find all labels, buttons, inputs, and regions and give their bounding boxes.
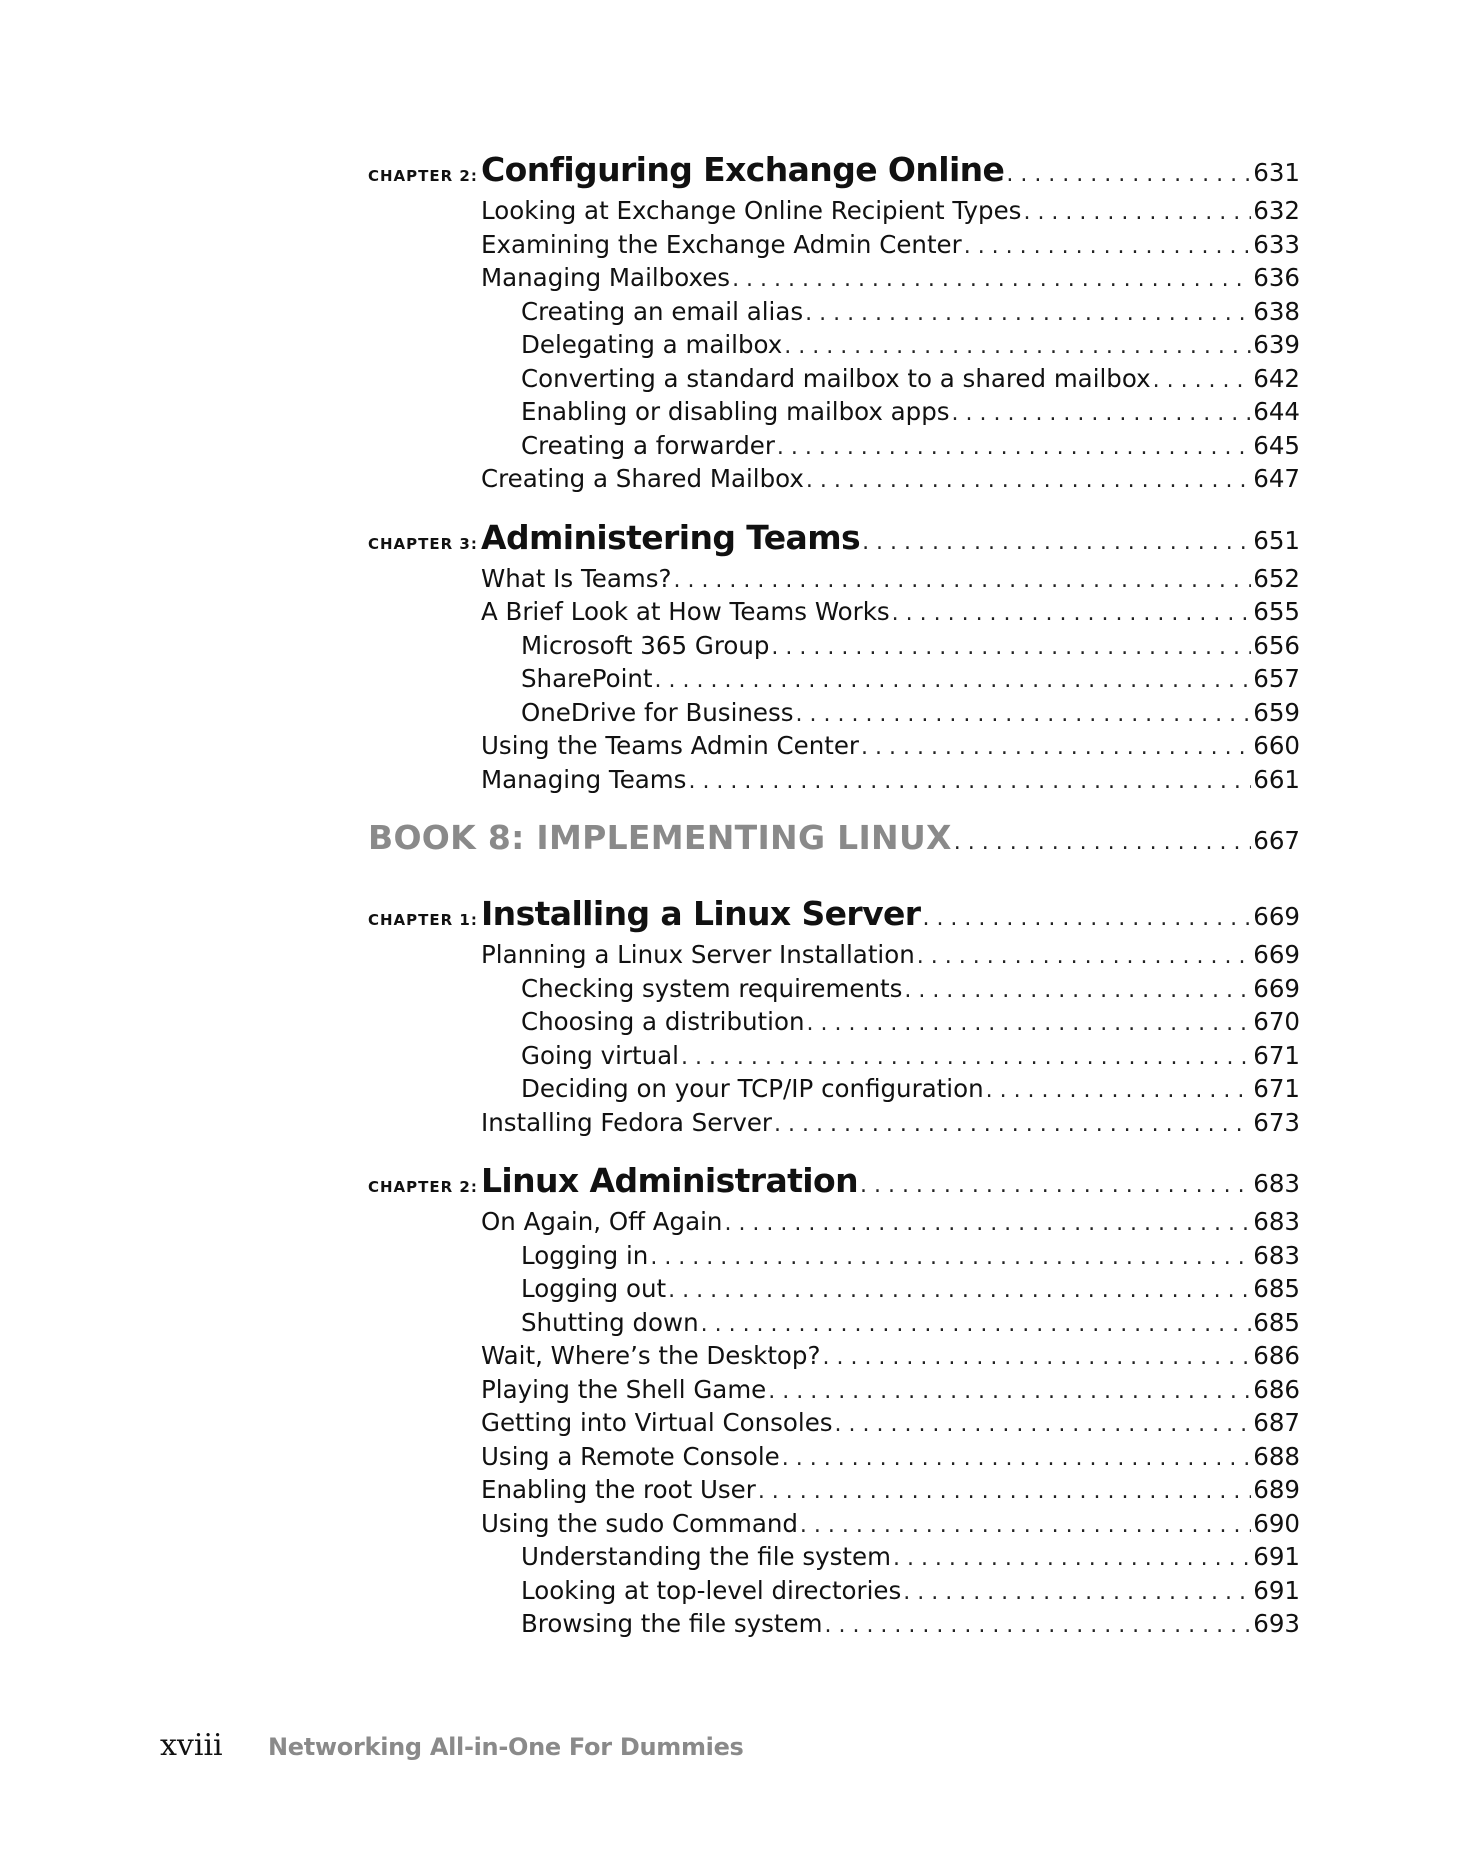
toc-subsection-row	[368, 431, 1300, 465]
page-number: 683	[1253, 1207, 1300, 1236]
page-number: 667	[1253, 826, 1300, 855]
entry-title: Enabling or disabling mailbox apps	[521, 397, 950, 426]
page-number: 639	[1253, 330, 1300, 359]
toc-section-row	[368, 1108, 1300, 1142]
page-number: 686	[1253, 1374, 1300, 1404]
dot-leader	[835, 1412, 1252, 1437]
page-number: 689	[1253, 1475, 1300, 1504]
chapter-heading-row	[368, 150, 1300, 196]
page-number: 691	[1253, 1542, 1300, 1571]
toc-section-row	[368, 940, 1300, 974]
dot-leader	[903, 1580, 1251, 1605]
page-number: 687	[1253, 1408, 1300, 1437]
chapter-label: CHAPTER 2:	[368, 167, 478, 185]
dot-leader	[806, 1011, 1251, 1036]
toc-section-row	[368, 597, 1300, 631]
entry-title: Planning a Linux Server Installation	[481, 940, 915, 969]
page-number: 657	[1253, 664, 1300, 693]
entry-title: Managing Teams	[481, 764, 687, 794]
page-footer	[160, 1728, 744, 1763]
entry-title: Creating an email alias	[521, 296, 804, 326]
toc-subsection-row	[368, 1241, 1300, 1275]
toc-subsection-row	[368, 364, 1300, 398]
page-number: 632	[1253, 196, 1300, 225]
page-folio: xviii	[160, 1728, 223, 1763]
dot-leader	[1006, 162, 1251, 187]
page-number: 669	[1253, 973, 1300, 1003]
entry-title: Installing Fedora Server	[481, 1107, 773, 1137]
page-number: 644	[1253, 397, 1300, 426]
toc-section-row	[368, 263, 1300, 297]
dot-leader	[768, 1379, 1251, 1404]
dot-leader	[784, 334, 1251, 359]
toc-subsection-row	[368, 1074, 1300, 1108]
dot-leader	[758, 1479, 1251, 1504]
toc-section-row	[368, 1375, 1300, 1409]
entry-title: Microsoft 365 Group	[521, 630, 770, 660]
entry-title: Enabling the root User	[481, 1475, 756, 1504]
dot-leader	[862, 530, 1251, 555]
entry-title: Browsing the file system	[521, 1609, 823, 1638]
page-number: 671	[1253, 1040, 1300, 1070]
dot-leader	[771, 635, 1251, 660]
chapter-title: Installing a Linux Server	[481, 894, 921, 933]
dot-leader	[922, 906, 1251, 931]
dot-leader	[954, 830, 1251, 855]
page-number: 647	[1253, 464, 1300, 493]
toc-subsection-row	[368, 1576, 1300, 1610]
chapter-heading-row	[368, 518, 1300, 564]
page-number: 636	[1253, 263, 1300, 292]
page-number: 651	[1253, 525, 1300, 555]
entry-title: Deciding on your TCP/IP configuration	[521, 1074, 984, 1103]
entry-title: Shutting down	[521, 1307, 699, 1337]
entry-title: Getting into Virtual Consoles	[481, 1408, 833, 1437]
chapter-title: Configuring Exchange Online	[481, 150, 1005, 189]
entry-title: Examining the Exchange Admin Center	[481, 229, 962, 259]
toc-section-row	[368, 564, 1300, 598]
dot-leader	[822, 1345, 1251, 1370]
chapter-label: CHAPTER 1:	[368, 911, 478, 929]
dot-leader	[800, 1513, 1251, 1538]
toc-subsection-row	[368, 1542, 1300, 1576]
dot-leader	[782, 1446, 1251, 1471]
page-number: 661	[1253, 764, 1300, 794]
dot-leader	[777, 435, 1251, 460]
entry-title: Using the sudo Command	[481, 1508, 798, 1538]
dot-leader	[893, 1546, 1251, 1571]
entry-title: Choosing a distribution	[521, 1007, 805, 1036]
entry-title: Creating a Shared Mailbox	[481, 464, 804, 493]
toc-subsection-row	[368, 1308, 1300, 1342]
page-number: 690	[1253, 1508, 1300, 1538]
toc-section-row	[368, 230, 1300, 264]
toc-section-row	[368, 765, 1300, 799]
chapter-label: CHAPTER 2:	[368, 1178, 478, 1196]
toc-subsection-row	[368, 1041, 1300, 1075]
table-of-contents	[368, 150, 1300, 1663]
page-number: 670	[1253, 1007, 1300, 1036]
dot-leader	[701, 1312, 1252, 1337]
dot-leader	[774, 1112, 1251, 1137]
dot-leader	[952, 401, 1252, 426]
dot-leader	[917, 944, 1251, 969]
entry-title: Managing Mailboxes	[481, 263, 731, 292]
toc-section-row	[368, 731, 1300, 765]
entry-title: Delegating a mailbox	[521, 330, 783, 359]
page-number: 671	[1253, 1074, 1300, 1103]
toc-subsection-row	[368, 1274, 1300, 1308]
dot-leader	[1023, 200, 1251, 225]
book-section	[368, 818, 1300, 874]
page-number: 683	[1253, 1169, 1300, 1198]
chapter-heading-row	[368, 894, 1300, 940]
page-number: 686	[1253, 1341, 1300, 1370]
entry-title: Looking at top-level directories	[521, 1575, 902, 1605]
toc-subsection-row	[368, 974, 1300, 1008]
entry-title: Using the Teams Admin Center	[481, 731, 860, 760]
dot-leader	[724, 1211, 1251, 1236]
page-number: 685	[1253, 1274, 1300, 1303]
toc-section-row	[368, 1207, 1300, 1241]
toc-section-row	[368, 464, 1300, 498]
chapter-title: Linux Administration	[481, 1161, 858, 1200]
toc-section-row	[368, 1442, 1300, 1476]
dot-leader	[892, 601, 1252, 626]
entry-title: Looking at Exchange Online Recipient Types	[481, 196, 1022, 225]
dot-leader	[860, 1173, 1251, 1198]
book-heading-row	[368, 818, 1300, 874]
page-number: 683	[1253, 1240, 1300, 1270]
page-number: 669	[1253, 902, 1300, 931]
entry-title: Logging out	[521, 1274, 667, 1303]
chapter-section	[368, 894, 1300, 1141]
dot-leader	[824, 1613, 1251, 1638]
entry-title: Playing the Shell Game	[481, 1374, 767, 1404]
page-number: 659	[1253, 697, 1300, 727]
entry-title: Understanding the file system	[521, 1542, 891, 1571]
page-number: 669	[1253, 940, 1300, 969]
dot-leader	[805, 301, 1251, 326]
toc-subsection-row	[368, 330, 1300, 364]
toc-subsection-row	[368, 297, 1300, 331]
toc-subsection-row	[368, 631, 1300, 665]
dot-leader	[986, 1078, 1252, 1103]
chapter-heading-row	[368, 1161, 1300, 1207]
dot-leader	[1153, 368, 1252, 393]
entry-title: SharePoint	[521, 664, 653, 693]
dot-leader	[650, 1245, 1251, 1270]
toc-subsection-row	[368, 664, 1300, 698]
chapter-title: Administering Teams	[481, 517, 861, 557]
dot-leader	[796, 702, 1252, 727]
entry-title: Creating a forwarder	[521, 430, 775, 460]
page-number: 693	[1253, 1609, 1300, 1638]
page-number: 660	[1253, 731, 1300, 760]
chapter-label: CHAPTER 3:	[368, 534, 478, 553]
toc-section-row	[368, 1408, 1300, 1442]
page-number: 631	[1253, 158, 1300, 187]
dot-leader	[732, 267, 1251, 292]
entry-title: Using a Remote Console	[481, 1441, 780, 1471]
entry-title: A Brief Look at How Teams Works	[481, 597, 890, 626]
running-book-title: Networking All-in-One For Dummies	[268, 1733, 744, 1761]
dot-leader	[673, 568, 1251, 593]
page-number: 655	[1253, 597, 1300, 626]
page-number: 645	[1253, 430, 1300, 460]
entry-title: Going virtual	[521, 1040, 679, 1070]
entry-title: Logging in	[521, 1240, 649, 1270]
toc-subsection-row	[368, 698, 1300, 732]
page-number: 685	[1253, 1307, 1300, 1337]
toc-section-row	[368, 1509, 1300, 1543]
entry-title: Wait, Where’s the Desktop?	[481, 1341, 821, 1370]
page-number: 633	[1253, 229, 1300, 259]
entry-title: On Again, Off Again	[481, 1207, 723, 1236]
dot-leader	[681, 1045, 1251, 1070]
entry-title: Checking system requirements	[521, 973, 903, 1003]
entry-title: OneDrive for Business	[521, 697, 794, 727]
dot-leader	[688, 769, 1251, 794]
toc-section-row	[368, 1475, 1300, 1509]
page-number: 652	[1253, 563, 1300, 593]
toc-section-row	[368, 196, 1300, 230]
page-number: 638	[1253, 296, 1300, 326]
toc-subsection-row	[368, 1609, 1300, 1643]
page-number: 691	[1253, 1575, 1300, 1605]
dot-leader	[861, 735, 1251, 760]
entry-title: What Is Teams?	[481, 563, 672, 593]
toc-subsection-row	[368, 1007, 1300, 1041]
dot-leader	[655, 668, 1252, 693]
dot-leader	[806, 468, 1251, 493]
page-number: 656	[1253, 630, 1300, 660]
chapter-section	[368, 518, 1300, 799]
chapter-section	[368, 150, 1300, 498]
dot-leader	[668, 1278, 1251, 1303]
page-number: 688	[1253, 1441, 1300, 1471]
toc-section-row	[368, 1341, 1300, 1375]
book-title: BOOK 8: IMPLEMENTING LINUX	[368, 818, 952, 857]
page-number: 673	[1253, 1107, 1300, 1137]
entry-title: Converting a standard mailbox to a shared mailbox	[521, 363, 1151, 393]
page-number: 642	[1253, 363, 1300, 393]
toc-subsection-row	[368, 397, 1300, 431]
chapter-section	[368, 1161, 1300, 1643]
dot-leader	[964, 234, 1252, 259]
dot-leader	[904, 978, 1251, 1003]
